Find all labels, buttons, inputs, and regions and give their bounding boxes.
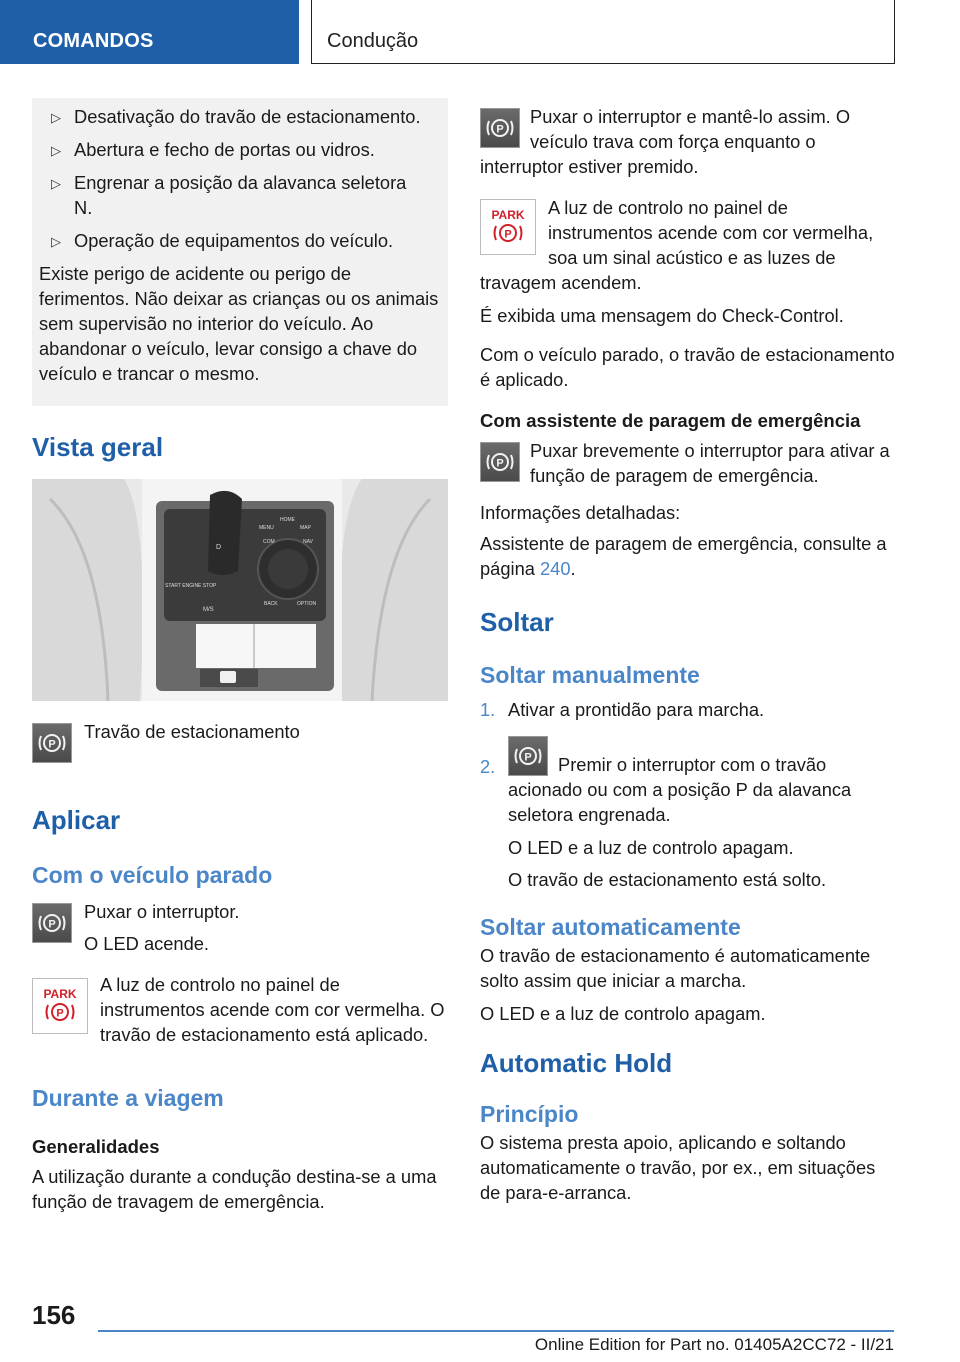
park-indicator-text: A luz de controlo no painel de instrumentos acende com cor vermelha, soa um sinal acústico e as luzes de travagem acendem. [480,197,874,293]
checkcontrol-text: É exibida uma mensagem do Check-Control. [480,305,844,326]
heading-principio: Princípio [480,1101,579,1127]
heading-automatic-hold: Automatic Hold [480,1048,673,1078]
figure-label-start: START ENGINE STOP [165,583,217,589]
svg-text:P: P [524,751,532,764]
page-number: 156 [32,1300,76,1330]
warning-text: Existe perigo de acidente ou perigo de ferimentos. Não deixar as crianças ou os animais sem supervisão no interior do veículo. Ao abandonar o veículo, levar consigo a chave do veículo e trancar o mesmo. [39,263,439,384]
svg-text:P: P [56,1007,64,1020]
heading-soltar-automaticamente: Soltar automaticamente [480,914,741,940]
parking-brake-icon [480,442,520,482]
step-number: 1. [480,699,496,720]
info-label: Informações detalhadas: [480,502,681,523]
svg-text:P: P [48,738,56,751]
step-item: 2. P Premir o interruptor com o travão acionado ou com a posição P da alavanca seletora engrenada. O LED e a luz de controlo apagam. O travão de estacionamento está solto. [480,736,896,892]
heading-vista-geral: Vista geral [32,432,164,462]
figure-caption: Travão de estacionamento [84,721,300,742]
figure-label-drive: D [216,544,222,551]
pull-switch-row [32,899,448,956]
park-warning-icon [480,199,536,255]
left-column [32,98,448,1214]
auto-release-text: O travão de estacionamento é automaticamente solto assim que iniciar a marcha. [480,945,871,991]
parking-brake-icon [32,903,72,943]
pull-switch-text: Puxar o interruptor. [84,901,240,922]
footer-divider [98,1330,894,1332]
figure-label-menu: MENU [259,525,274,531]
led-on-text: O LED acende. [84,933,209,954]
triangle-bullet-icon: ▷ [51,110,61,125]
info-text: Assistente de paragem de emergência, consulte a página 240. [480,533,887,579]
warning-item: ▷ Operação de equipamentos do veículo. [39,228,440,253]
heading-emergency-assistant: Com assistente de paragem de emergência [480,410,861,431]
heading-aplicar: Aplicar [32,805,121,835]
release-steps-list [480,697,896,892]
figure-label-home: HOME [280,517,295,523]
heading-soltar-manualmente: Soltar manualmente [480,662,700,688]
svg-text:P: P [496,123,504,136]
parking-brake-icon [508,736,548,776]
edition-text: Online Edition for Part no. 01405A2CC72 - II/21 [534,1335,894,1354]
svg-text:P: P [504,228,512,241]
page-reference-link[interactable]: 240 [540,558,571,579]
svg-text:P: P [496,457,504,470]
park-label: PARK [491,208,525,222]
park-indicator-text: A luz de controlo no painel de instrumentos acende com cor vermelha. O travão de estacionamento está aplicado. [100,974,445,1045]
step-released-text: O travão de estacionamento está solto. [508,869,827,890]
auto-led-text: O LED e a luz de controlo apagam. [480,1003,766,1024]
park-label: PARK [43,987,77,1001]
step-item: 1. Ativar a prontidão para marcha. [480,699,765,720]
chapter-title: Condução [311,0,895,64]
page-header [0,0,960,66]
section-title: COMANDOS [0,0,299,64]
svg-text:P: P [48,918,56,931]
warning-item: ▷ Engrenar a posição da alavanca seletora N. [51,172,407,218]
triangle-bullet-icon: ▷ [51,234,61,249]
caption-row [32,719,448,763]
step-number: 2. [480,756,496,777]
center-console-figure [32,479,448,701]
principle-text: O sistema presta apoio, aplicando e soltando automaticamente o travão, por ex., em situações de para-e-arranca. [480,1132,876,1203]
emergency-text: Puxar brevemente o interruptor para ativar a função de paragem de emergência. [530,440,890,486]
heading-generalidades: Generalidades [32,1136,160,1157]
heading-soltar: Soltar [480,607,554,637]
hold-switch-text: Puxar o interruptor e mantê-lo assim. O veículo trava com força enquanto o interruptor estiver premido. [480,106,851,177]
step-led-text: O LED e a luz de controlo apagam. [508,837,794,858]
warning-item: ▷ Desativação do travão de estacionamento. [39,104,440,129]
parking-brake-icon [480,108,520,148]
park-indicator-row [32,972,448,1047]
center-console-illustration [32,479,448,701]
figure-label-back: BACK [264,601,278,607]
warning-box [32,98,448,406]
warning-item: ▷ Abertura e fecho de portas ou vidros. [39,137,440,162]
triangle-bullet-icon: ▷ [51,176,61,191]
park-indicator-paragraph [480,195,896,295]
general-text: A utilização durante a condução destina-se a uma função de travagem de emergência. [32,1166,437,1212]
emergency-paragraph [480,438,896,488]
figure-label-com: COM [263,539,275,545]
triangle-bullet-icon: ▷ [51,143,61,158]
figure-label-option: OPTION [297,601,317,607]
parking-brake-icon [32,723,72,763]
figure-label-map: MAP [300,525,311,531]
heading-durante-viagem: Durante a viagem [32,1085,224,1111]
figure-label-mode: M/S [203,607,214,613]
hold-switch-paragraph [480,104,896,179]
park-warning-icon [32,978,88,1034]
heading-com-veiculo-parado: Com o veículo parado [32,862,273,888]
right-column [480,104,896,1205]
figure-label-nav: NAV [303,539,313,545]
parked-text: Com o veículo parado, o travão de estacionamento é aplicado. [480,344,895,390]
